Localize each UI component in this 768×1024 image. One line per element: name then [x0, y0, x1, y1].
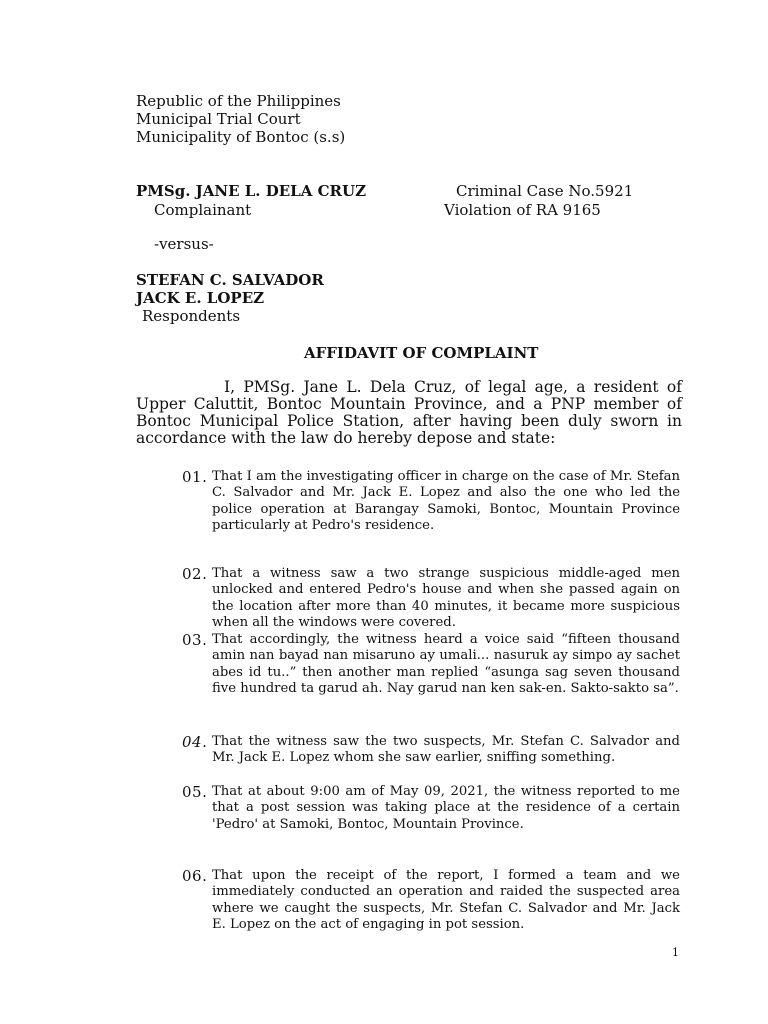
paragraph-text: That a witness saw a two strange suspicious middle-aged men unlocked and entered Pedro's house and when she passed again on the location after more than 40 minutes, it became more suspicious when all the windows were covered.: [212, 566, 680, 631]
paragraph-number: 03.: [182, 631, 208, 649]
respondent-2: JACK E. LOPEZ: [136, 289, 265, 307]
paragraph-number: 05.: [182, 783, 208, 801]
document-title: AFFIDAVIT OF COMPLAINT: [304, 344, 539, 362]
case-number: Criminal Case No.5921: [456, 182, 634, 200]
paragraph-number: 01.: [182, 468, 208, 486]
respondents-role: Respondents: [142, 307, 241, 325]
paragraph-text: That at about 9:00 am of May 09, 2021, the witness reported to me that a post session was taking place at the residence of a certain 'Pedro' at Samoki, Bontoc, Mountain Province.: [212, 784, 680, 832]
court-header-municipality: Municipality of Bontoc (s.s): [136, 128, 346, 146]
paragraph-01: [182, 469, 680, 535]
paragraph-05: [182, 784, 680, 833]
paragraph-text: That upon the receipt of the report, I formed a team and we immediately conducted an operation and raided the suspected area where we caught the suspects, Mr. Stefan C. Salvador and Mr. Jack E. Lopez on the act of engaging in pot session.: [212, 868, 680, 933]
versus-label: -versus-: [154, 235, 214, 253]
paragraph-04: [182, 734, 680, 767]
violation: Violation of RA 9165: [444, 201, 601, 219]
paragraph-number: 06.: [182, 867, 208, 885]
paragraph-02: [182, 566, 680, 632]
paragraph-03: [182, 632, 680, 698]
paragraph-number: 04.: [182, 733, 208, 751]
complainant-name: PMSg. JANE L. DELA CRUZ: [136, 182, 367, 200]
court-header-republic: Republic of the Philippines: [136, 92, 341, 110]
intro-text: I, PMSg. Jane L. Dela Cruz, of legal age, a resident of Upper Caluttit, Bontoc Mountain Province, and a PNP member of Bontoc Municipal Police Station, after having been duly sworn in accordance with the law do hereby depose and state:: [136, 378, 682, 447]
complainant-role: Complainant: [154, 201, 252, 219]
paragraph-text: That I am the investigating officer in charge on the case of Mr. Stefan C. Salvador and Mr. Jack E. Lopez and also the one who led the police operation at Barangay Samoki, Bontoc, Mountain Province particularly at Pedro's residence.: [212, 469, 680, 534]
paragraph-text: That accordingly, the witness heard a voice said “fifteen thousand amin nan bayad nan misaruno ay umali... nasuruk ay simpo ay sachet abes id tu..” then another man replied “asunga sag seven thousand five hundred ta garud ah. Nay garud nan ken sak-en. Sakto-sakto sa”.: [212, 632, 680, 697]
page-number: 1: [672, 946, 679, 959]
paragraph-06: [182, 868, 680, 934]
paragraph-number: 02.: [182, 565, 208, 583]
intro-paragraph: [136, 379, 682, 447]
court-header-court: Municipal Trial Court: [136, 110, 301, 128]
paragraph-text: That the witness saw the two suspects, Mr. Stefan C. Salvador and Mr. Jack E. Lopez whom she saw earlier, sniffing something.: [212, 734, 680, 766]
respondent-1: STEFAN C. SALVADOR: [136, 271, 324, 289]
